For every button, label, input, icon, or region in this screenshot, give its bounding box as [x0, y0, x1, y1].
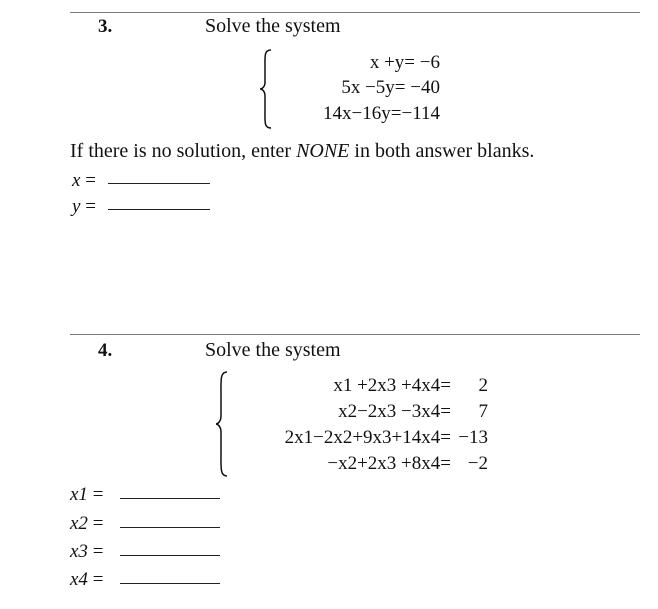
problem-4-equation-3-rhs: −13	[458, 427, 488, 448]
answer-blank-x1[interactable]	[120, 498, 220, 499]
equals-sign: =	[92, 541, 104, 562]
instructions-suffix: in both answer blanks.	[349, 140, 535, 162]
answer-label-x4	[70, 569, 103, 591]
instructions-emphasis: NONE	[296, 140, 350, 162]
answer-blank-x[interactable]	[108, 183, 210, 184]
var-x2: x2	[70, 513, 88, 534]
answer-label-x	[72, 170, 96, 192]
equals-sign: =	[85, 196, 96, 217]
answer-label-x1	[70, 484, 103, 506]
var-x: x	[72, 170, 81, 191]
var-x1: x1	[70, 484, 88, 505]
instructions-prefix: If there is no solution, enter	[70, 140, 297, 162]
top-divider	[70, 12, 640, 13]
problem-4-equation-2-lhs: x2−2x3 −3x4=	[338, 401, 451, 422]
middle-divider	[70, 334, 640, 335]
equals-sign: =	[92, 569, 104, 590]
answer-blank-x3[interactable]	[120, 555, 220, 556]
problem-4-number: 4.	[98, 340, 113, 361]
problem-4-equation-3-lhs: 2x1−2x2+9x3+14x4=	[284, 427, 451, 448]
problem-3-brace	[258, 48, 274, 130]
equals-sign: =	[92, 484, 104, 505]
problem-4-equation-2-rhs: 7	[478, 401, 488, 422]
answer-blank-y[interactable]	[108, 209, 210, 210]
equals-sign: =	[92, 513, 104, 534]
problem-3-instructions	[70, 140, 534, 163]
problem-4-equation-1-rhs: 2	[478, 375, 488, 396]
answer-label-x2	[70, 513, 103, 535]
problem-4-equation-4-rhs: −2	[467, 453, 488, 474]
problem-3-number: 3.	[98, 16, 113, 37]
problem-4-title: Solve the system	[205, 339, 341, 361]
answer-label-x3	[70, 541, 103, 563]
answer-blank-x4[interactable]	[120, 583, 220, 584]
answer-label-y	[72, 196, 96, 218]
var-y: y	[72, 196, 81, 217]
var-x3: x3	[70, 541, 88, 562]
problem-3-equation-3: 14x−16y=−114	[323, 103, 440, 124]
equals-sign: =	[85, 170, 96, 191]
problem-3-title: Solve the system	[205, 15, 341, 37]
problem-4-brace	[214, 370, 230, 478]
problem-3-equation-1: x +y= −6	[369, 52, 440, 73]
problem-4-equation-1-lhs: x1 +2x3 +4x4=	[333, 375, 451, 396]
problem-4-equation-4-lhs: −x2+2x3 +8x4=	[327, 453, 451, 474]
answer-blank-x2[interactable]	[120, 527, 220, 528]
problem-3-equation-2: 5x −5y= −40	[341, 77, 440, 98]
var-x4: x4	[70, 569, 88, 590]
